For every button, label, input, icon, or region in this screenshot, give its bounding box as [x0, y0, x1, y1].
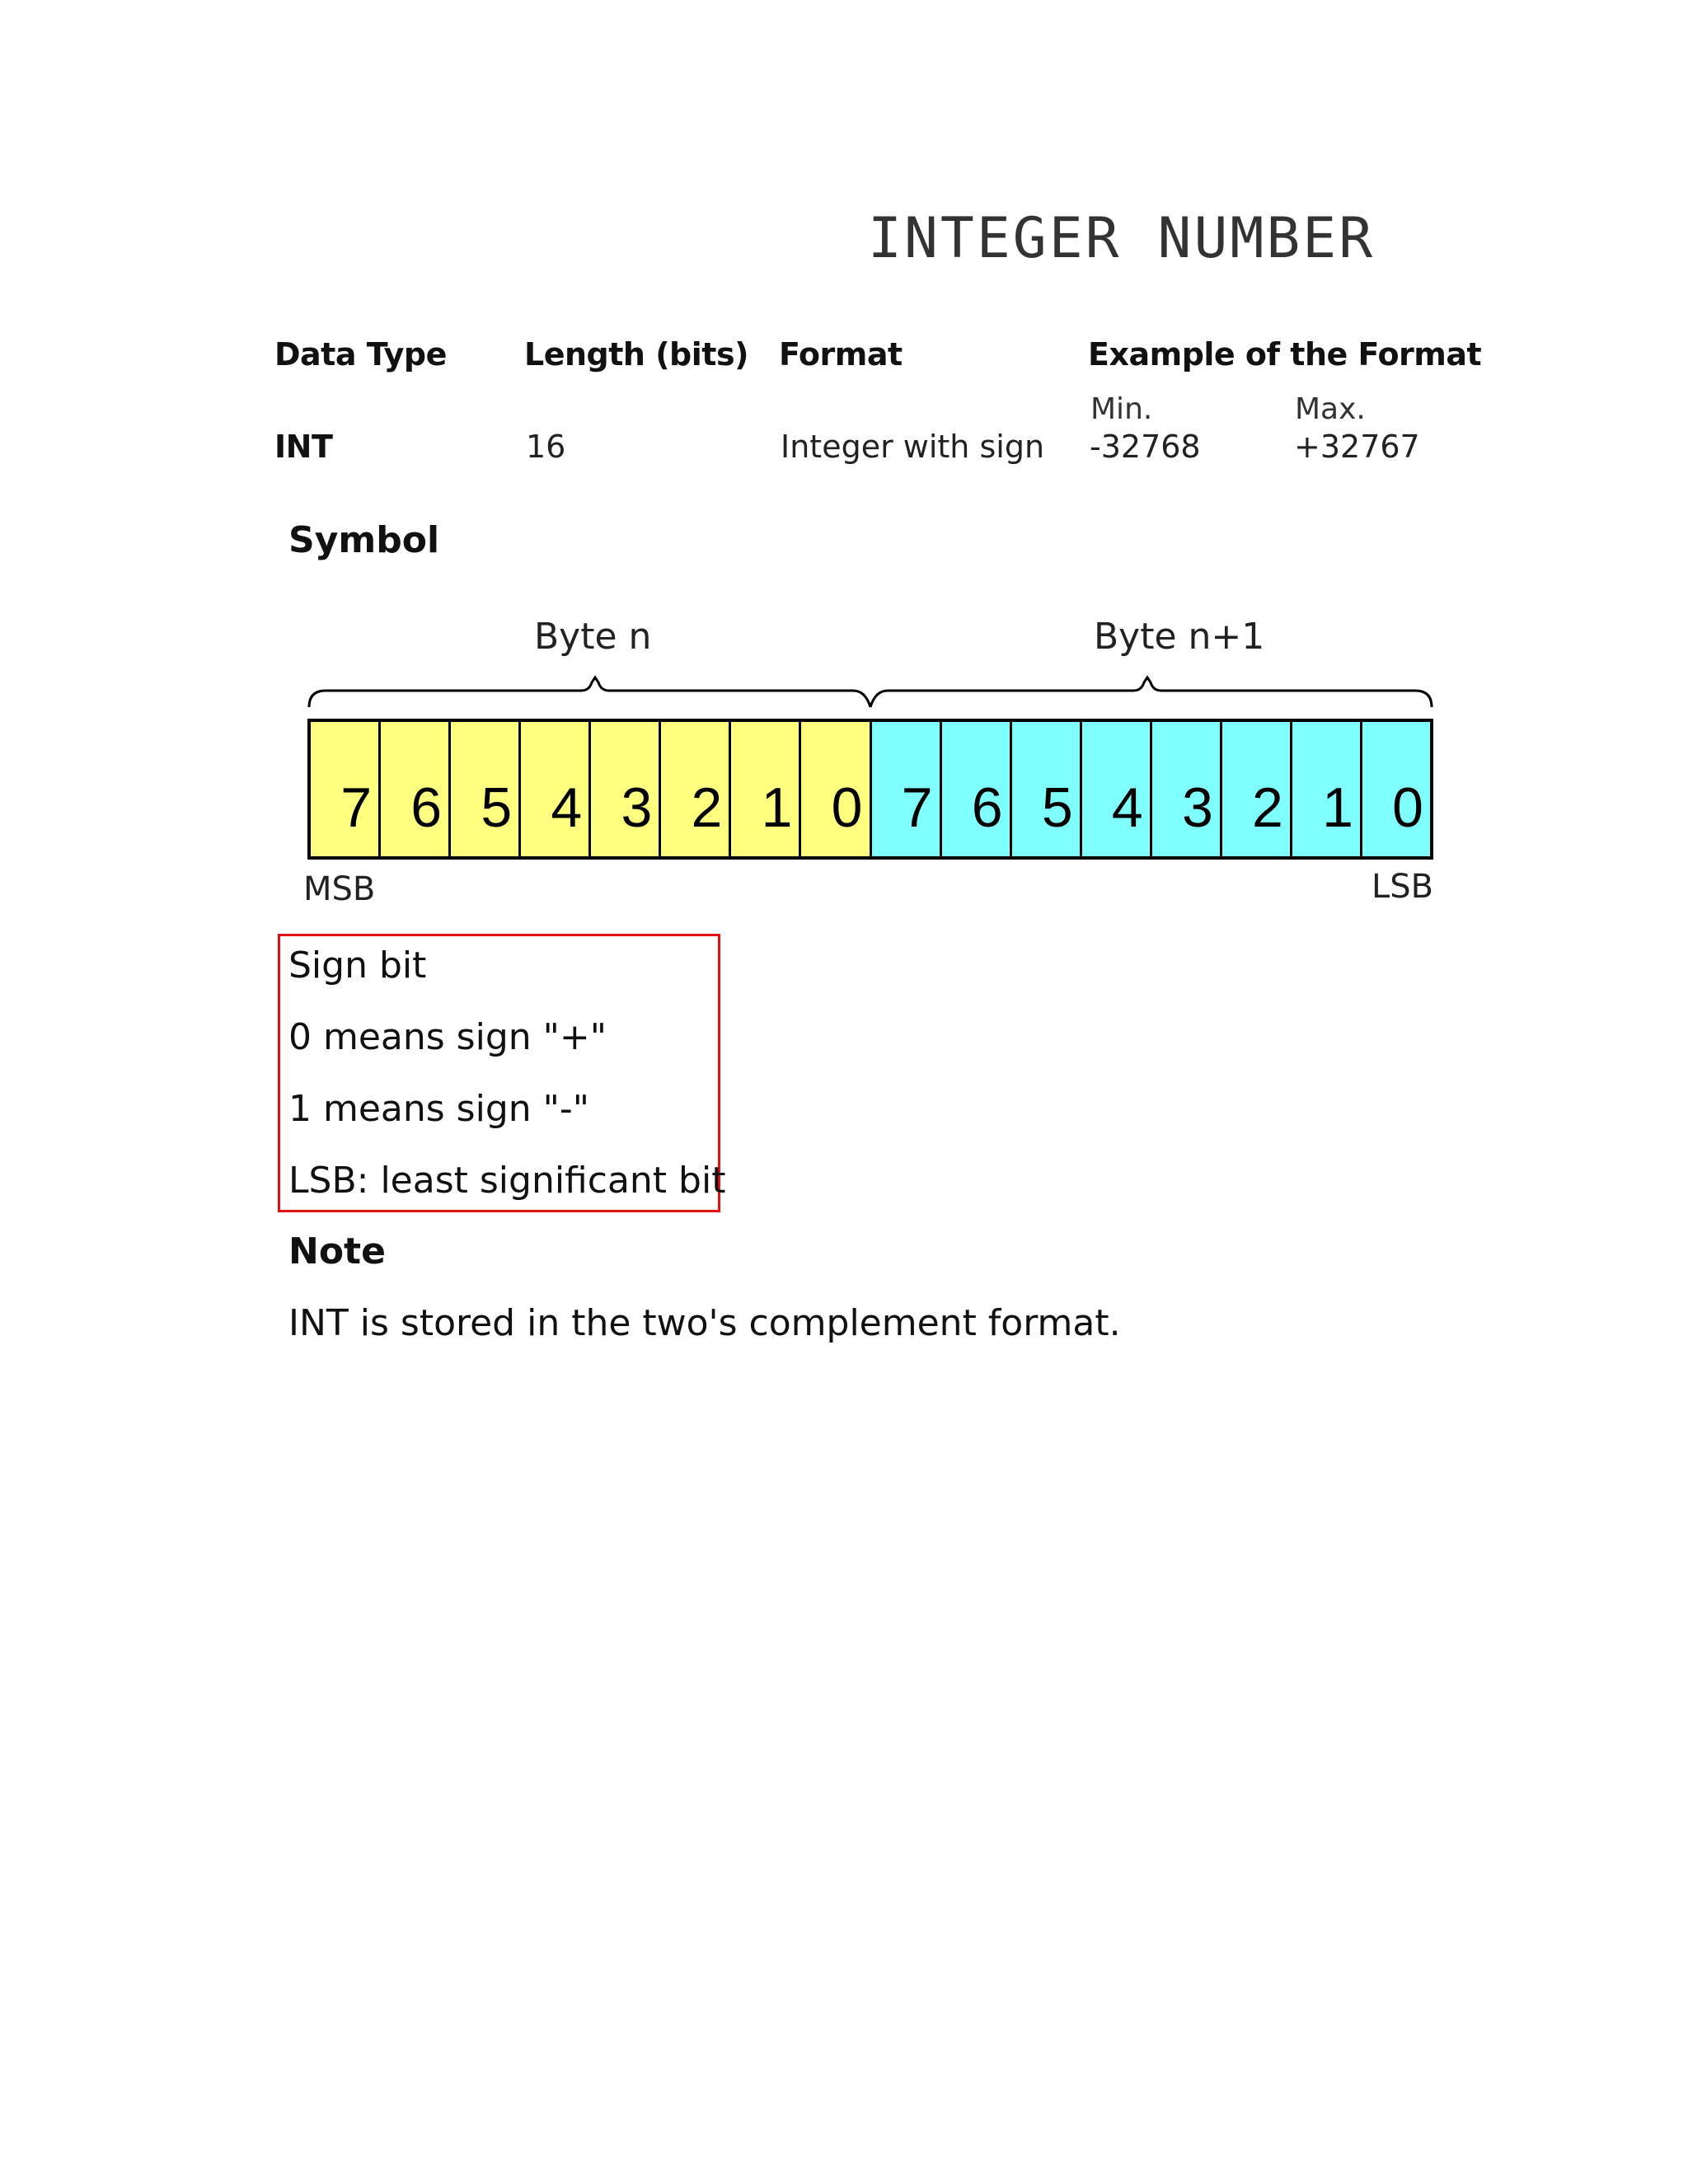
- msb-label: MSB: [303, 870, 376, 908]
- note-text: INT is stored in the two's complement format.: [288, 1302, 1121, 1344]
- byte-n1-brace: [870, 677, 1432, 707]
- min-label: Min.: [1090, 392, 1153, 426]
- row-length: 16: [526, 429, 566, 465]
- header-example: Example of the Format: [1088, 336, 1482, 373]
- byte-n1-label: Byte n+1: [1094, 616, 1265, 658]
- row-min: -32768: [1090, 429, 1201, 465]
- row-format: Integer with sign: [781, 429, 1045, 465]
- legend-zero-plus: 0 means sign "+": [288, 1016, 607, 1058]
- bit-cell: 1: [1292, 722, 1362, 856]
- bit-cell: 2: [661, 722, 731, 856]
- bit-cell: 6: [381, 722, 451, 856]
- byte-n-label: Byte n: [534, 616, 652, 658]
- bit-cell: 3: [591, 722, 661, 856]
- bit-cell: 2: [1222, 722, 1292, 856]
- header-length: Length (bits): [524, 336, 748, 373]
- bit-cell: 0: [1362, 722, 1430, 856]
- max-label: Max.: [1295, 392, 1366, 426]
- bit-cell: 5: [451, 722, 521, 856]
- row-data-type: INT: [274, 429, 333, 465]
- legend-sign-bit: Sign bit: [288, 944, 427, 987]
- byte-n-brace: [309, 677, 870, 707]
- header-format: Format: [779, 336, 903, 373]
- legend-lsb: LSB: least significant bit: [288, 1160, 726, 1202]
- symbol-heading: Symbol: [288, 519, 440, 561]
- bit-row: [307, 719, 1433, 860]
- row-max: +32767: [1294, 429, 1420, 465]
- bit-cell: 3: [1152, 722, 1222, 856]
- bit-cell: 1: [731, 722, 801, 856]
- bit-cell: 4: [521, 722, 591, 856]
- legend-one-minus: 1 means sign "-": [288, 1088, 589, 1130]
- page-title: INTEGER NUMBER: [868, 206, 1376, 271]
- bit-cell: 7: [311, 722, 381, 856]
- bit-cell: 4: [1082, 722, 1152, 856]
- bit-cell: 7: [872, 722, 942, 856]
- lsb-label: LSB: [1372, 868, 1434, 906]
- bit-cell: 6: [942, 722, 1012, 856]
- note-heading: Note: [288, 1230, 386, 1272]
- bit-cell: 5: [1012, 722, 1082, 856]
- header-data-type: Data Type: [274, 336, 447, 373]
- bit-cell: 0: [801, 722, 871, 856]
- byte-braces: [305, 674, 1436, 715]
